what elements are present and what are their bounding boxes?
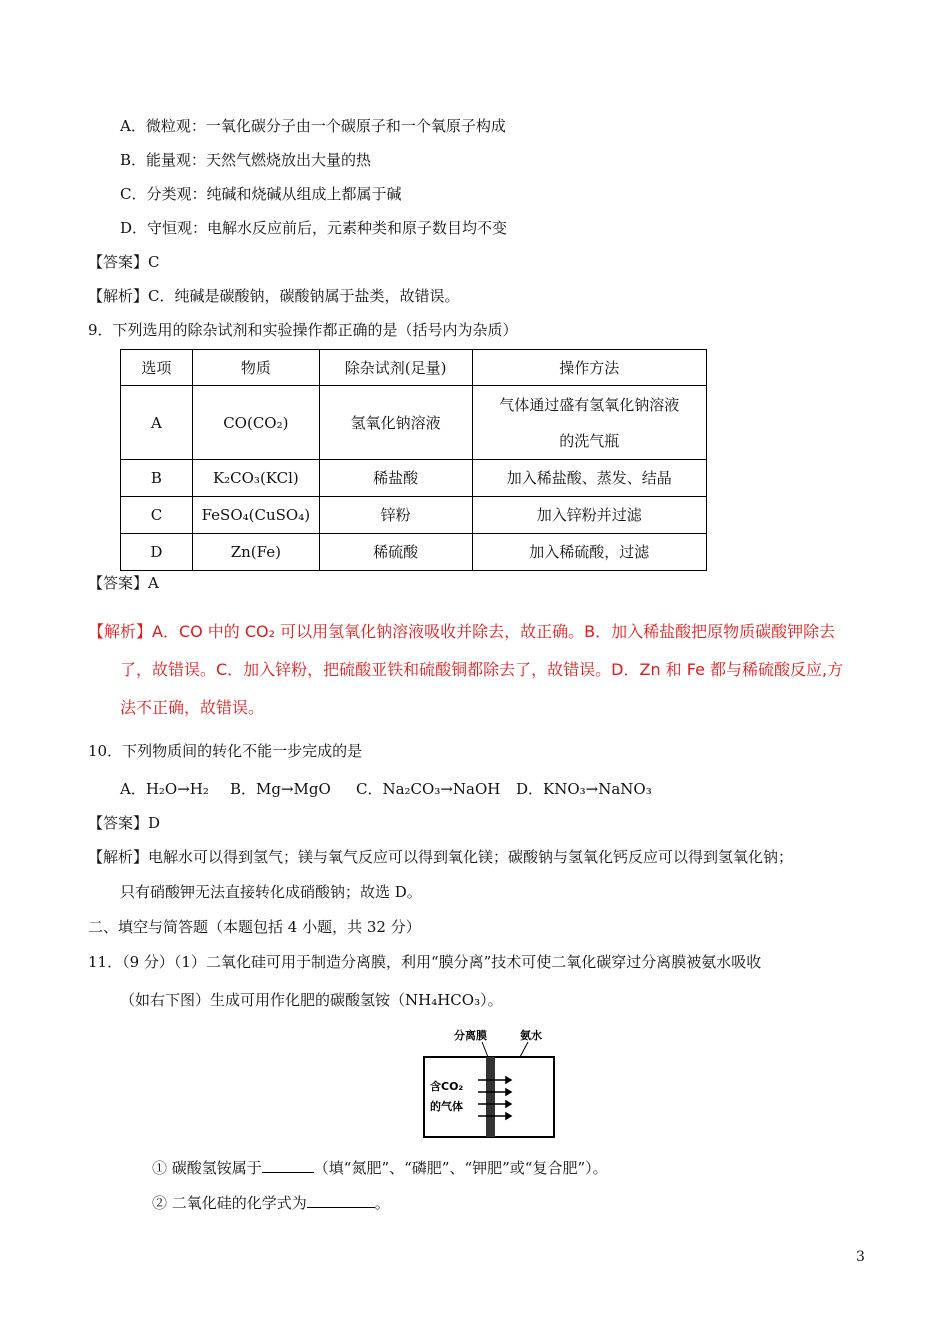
- table-header: 操作方法: [472, 350, 707, 386]
- q8-analysis: 【解析】C．纯碱是碳酸钠，碳酸钠属于盐类，故错误。: [88, 287, 460, 305]
- section-title: 二、填空与简答题（本题包括 4 小题，共 32 分）: [88, 918, 421, 936]
- table-row: [121, 460, 707, 497]
- q8-option-a: A．微粒观：一氧化碳分子由一个碳原子和一个氧原子构成: [120, 117, 506, 135]
- table-cell: 锌粉: [319, 497, 472, 534]
- table-cell: 氢氧化钠溶液: [319, 386, 472, 460]
- q8-answer: 【答案】C: [88, 253, 160, 271]
- table-cell: Zn(Fe): [192, 534, 319, 571]
- table-cell: 稀盐酸: [319, 460, 472, 497]
- table-cell: B: [121, 460, 193, 497]
- q11-sub2: [152, 1192, 390, 1214]
- label-ammonia: 氨水: [520, 1029, 542, 1042]
- table-cell: C: [121, 497, 193, 534]
- q9-analysis-line1: 【解析】A．CO 中的 CO₂ 可以用氢氧化钠溶液吸收并除去，故正确。B．加入稀盐酸把原物质碳酸钾除去: [88, 622, 836, 641]
- q9-analysis-line2: 了，故错误。C．加入锌粉，把硫酸亚铁和硫酸铜都除去了，故错误。D．Zn 和 Fe 都与稀硫酸反应,方: [120, 660, 844, 679]
- table-row: [121, 386, 707, 460]
- q8-option-c: C．分类观：纯碱和烧碱从组成上都属于碱: [120, 185, 402, 203]
- answer-blank[interactable]: [307, 1207, 375, 1208]
- q10-question: 10．下列物质间的转化不能一步完成的是: [88, 742, 363, 760]
- membrane-diagram: [420, 1024, 560, 1142]
- q11-sub2-text-after: 。: [374, 1194, 390, 1212]
- label-membrane: 分离膜: [454, 1029, 487, 1042]
- table-header: 除杂试剂(足量): [319, 350, 472, 386]
- q9-analysis-line3: 法不正确，故错误。: [120, 698, 265, 717]
- table-cell: FeSO₄(CuSO₄): [192, 497, 319, 534]
- q11-sub1: [152, 1157, 608, 1179]
- page-number: 3: [856, 1249, 865, 1265]
- method-line: 的洗气瓶: [559, 431, 620, 450]
- q8-option-b: B．能量观：天然气燃烧放出大量的热: [120, 151, 372, 169]
- q10-analysis-line2: 只有硝酸钾无法直接转化成硝酸钠；故选 D。: [120, 883, 422, 901]
- table-cell: D: [121, 534, 193, 571]
- table-cell: 加入锌粉并过滤: [472, 497, 707, 534]
- table-cell: K₂CO₃(KCl): [192, 460, 319, 497]
- q11-sub1-text: ① 碳酸氢铵属于: [152, 1159, 262, 1177]
- table-cell: 稀硫酸: [319, 534, 472, 571]
- q11-line1: 11．（9 分）（1）二氧化硅可用于制造分离膜，利用“膜分离”技术可使二氧化碳穿过分离膜被氨水吸收: [88, 953, 762, 971]
- table-cell: A: [121, 386, 193, 460]
- table-cell: 加入稀盐酸、蒸发、结晶: [472, 460, 707, 497]
- q11-sub1-text-after: （填“氮肥”、“磷肥”、“钾肥”或“复合肥”）。: [313, 1159, 608, 1177]
- label-gas-line1: 含CO₂: [430, 1080, 464, 1093]
- answer-blank[interactable]: [262, 1172, 314, 1173]
- table-cell: 加入稀硫酸，过滤: [472, 534, 707, 571]
- q10-answer: 【答案】D: [88, 814, 161, 832]
- q10-option-a: A．H₂O→H₂: [120, 780, 209, 798]
- table-header: 物质: [192, 350, 319, 386]
- table-cell: [472, 386, 707, 460]
- q10-option-d: D．KNO₃→NaNO₃: [516, 780, 652, 798]
- q9-options-table: [120, 349, 707, 571]
- q8-option-d: D．守恒观：电解水反应前后，元素种类和原子数目均不变: [120, 219, 508, 237]
- separation-membrane: [486, 1057, 495, 1137]
- q11-sub2-text: ② 二氧化硅的化学式为: [152, 1194, 307, 1212]
- table-row: [121, 497, 707, 534]
- table-header: 选项: [121, 350, 193, 386]
- q9-answer: 【答案】A: [88, 574, 159, 592]
- q10-option-b: B．Mg→MgO: [230, 780, 331, 798]
- table-cell: CO(CO₂): [192, 386, 319, 460]
- table-row: [121, 534, 707, 571]
- label-gas-line2: 的气体: [430, 1100, 463, 1113]
- method-line: 气体通过盛有氢氧化钠溶液: [499, 395, 680, 414]
- q10-analysis-line1: 【解析】电解水可以得到氢气；镁与氧气反应可以得到氧化镁；碳酸钠与氢氧化钙反应可以得到氢氧化钠；: [88, 848, 794, 866]
- q9-question: 9．下列选用的除杂试剂和实验操作都正确的是（括号内为杂质）: [88, 321, 518, 339]
- table-header-row: [121, 350, 707, 386]
- q11-line2: （如右下图）生成可用作化肥的碳酸氢铵（NH₄HCO₃）。: [120, 991, 503, 1009]
- q10-option-c: C．Na₂CO₃→NaOH: [356, 780, 501, 798]
